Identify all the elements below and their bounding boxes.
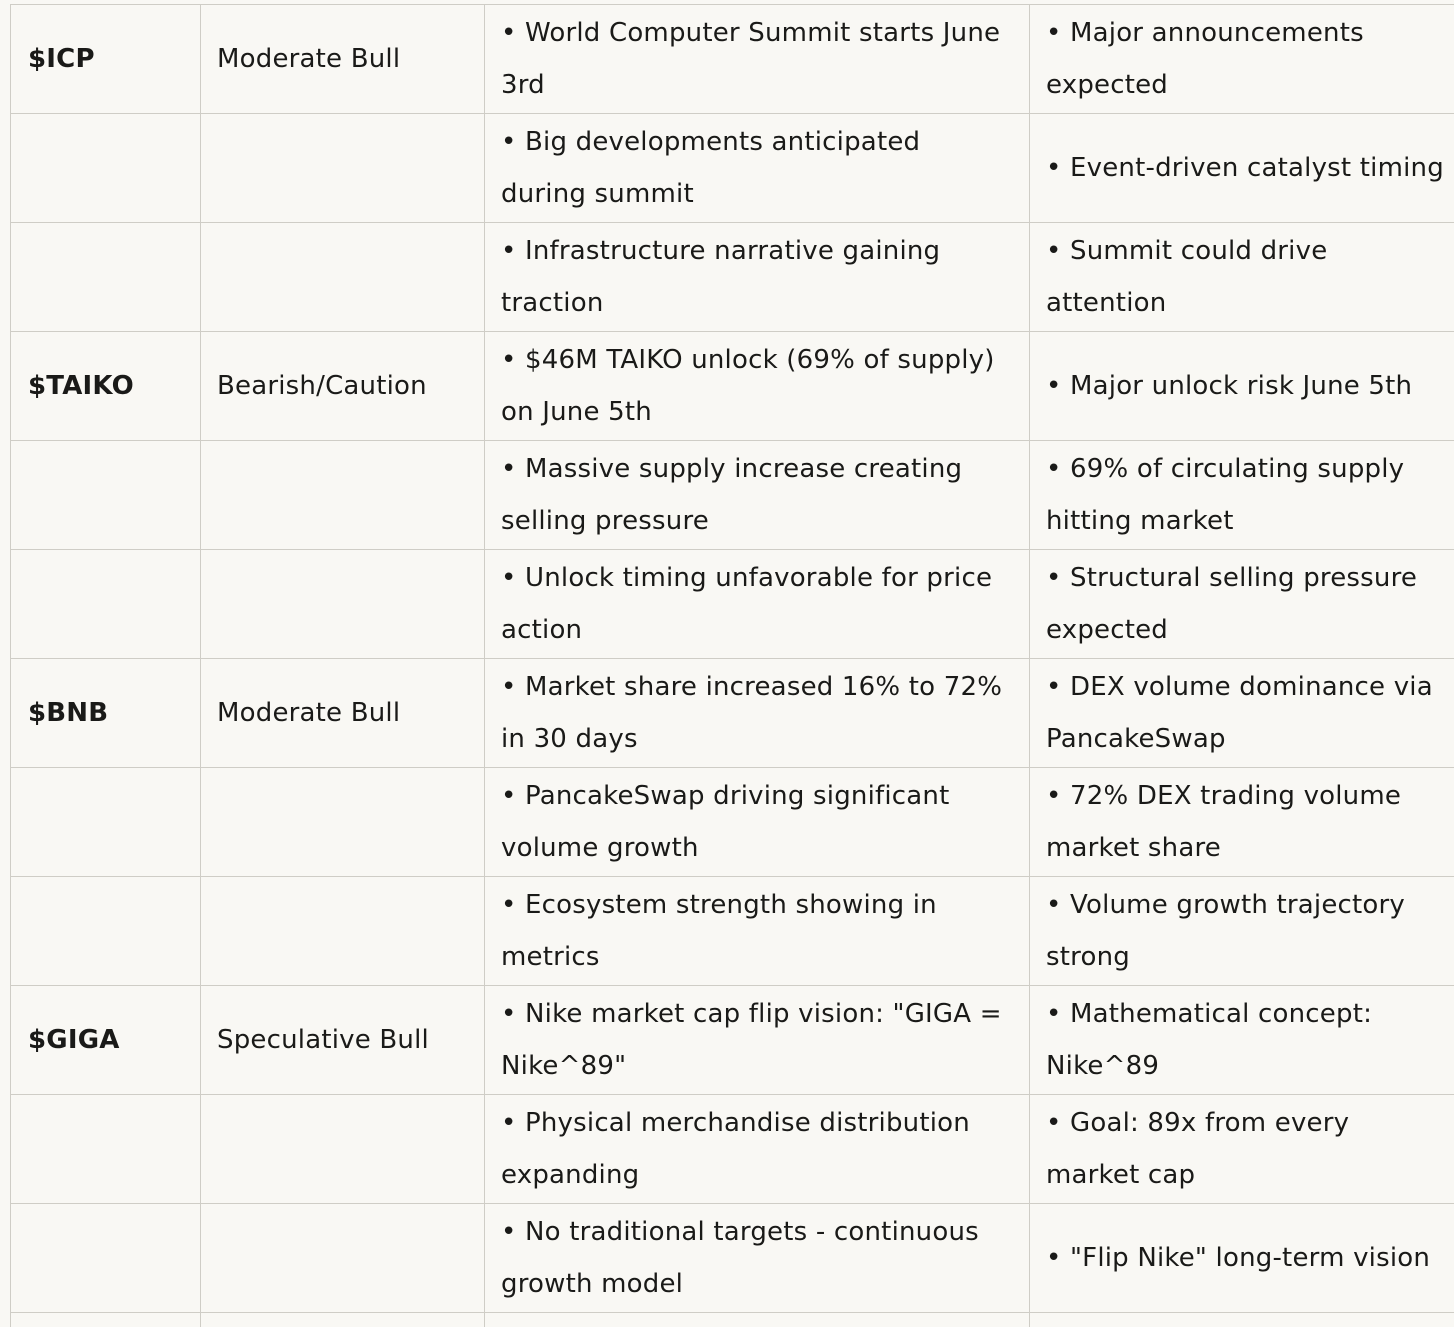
ticker-cell bbox=[11, 441, 201, 550]
note-cell: • 72% DEX trading volume market share bbox=[1030, 768, 1454, 877]
sentiment-cell bbox=[201, 1204, 485, 1313]
note-cell: • Summit could drive attention bbox=[1030, 223, 1454, 332]
ticker-cell bbox=[11, 223, 201, 332]
note-cell: • 69% of circulating supply hitting market bbox=[1030, 441, 1454, 550]
ticker-cell bbox=[11, 1095, 201, 1204]
ticker-cell bbox=[11, 550, 201, 659]
sentiment-cell bbox=[201, 223, 485, 332]
ticker-cell: $ICP bbox=[11, 5, 201, 114]
note-cell: • "Flip Nike" long-term vision bbox=[1030, 1204, 1454, 1313]
ticker-cell: $BNB bbox=[11, 659, 201, 768]
table-row bbox=[11, 550, 1454, 659]
table-row bbox=[11, 5, 1454, 114]
note-cell: • Major announcements expected bbox=[1030, 5, 1454, 114]
note-cell: • Volume growth trajectory strong bbox=[1030, 877, 1454, 986]
sentiment-cell: Moderate Bull bbox=[201, 5, 485, 114]
sentiment-cell bbox=[201, 1095, 485, 1204]
sentiment-cell bbox=[201, 441, 485, 550]
ticker-cell bbox=[11, 1204, 201, 1313]
table-row bbox=[11, 114, 1454, 223]
catalyst-cell: • Nike market cap flip vision: "GIGA = Nike^89" bbox=[485, 986, 1030, 1095]
sentiment-cell: Moderate Bull bbox=[201, 659, 485, 768]
note-cell: • DEX volume dominance via PancakeSwap bbox=[1030, 659, 1454, 768]
catalyst-cell: • Ecosystem strength showing in metrics bbox=[485, 877, 1030, 986]
sentiment-cell: Speculative Bull bbox=[201, 986, 485, 1095]
table-row bbox=[11, 659, 1454, 768]
table-row bbox=[11, 332, 1454, 441]
table-row bbox=[11, 1095, 1454, 1204]
sentiment-cell bbox=[201, 550, 485, 659]
note-cell: • Goal: 89x from every market cap bbox=[1030, 1095, 1454, 1204]
ticker-cell: $GIGA bbox=[11, 986, 201, 1095]
ticker-cell bbox=[11, 768, 201, 877]
catalyst-cell: • PancakeSwap driving significant volume growth bbox=[485, 768, 1030, 877]
ticker-cell: $TAIKO bbox=[11, 332, 201, 441]
catalyst-cell: • $46M TAIKO unlock (69% of supply) on June 5th bbox=[485, 332, 1030, 441]
catalyst-cell: • World Computer Summit starts June 3rd bbox=[485, 5, 1030, 114]
table-row bbox=[11, 768, 1454, 877]
table-row bbox=[11, 223, 1454, 332]
table-row bbox=[11, 1204, 1454, 1313]
catalyst-cell: • Massive supply increase creating selling pressure bbox=[485, 441, 1030, 550]
sentiment-cell bbox=[201, 114, 485, 223]
ticker-cell bbox=[11, 114, 201, 223]
note-cell: • Event-driven catalyst timing bbox=[1030, 114, 1454, 223]
table-row bbox=[11, 986, 1454, 1095]
token-analysis-table-container bbox=[10, 4, 1454, 1327]
catalyst-cell: • Physical merchandise distribution expanding bbox=[485, 1095, 1030, 1204]
sentiment-cell bbox=[201, 768, 485, 877]
sentiment-cell: Bearish/Caution bbox=[201, 332, 485, 441]
catalyst-cell: • Big developments anticipated during summit bbox=[485, 114, 1030, 223]
table-row bbox=[11, 441, 1454, 550]
catalyst-cell: • No traditional targets - continuous growth model bbox=[485, 1204, 1030, 1313]
catalyst-cell: • Infrastructure narrative gaining traction bbox=[485, 223, 1030, 332]
catalyst-cell: • Market share increased 16% to 72% in 30 days bbox=[485, 659, 1030, 768]
catalyst-cell: • Unlock timing unfavorable for price action bbox=[485, 550, 1030, 659]
sentiment-cell bbox=[201, 877, 485, 986]
table-row bbox=[11, 877, 1454, 986]
token-analysis-table bbox=[10, 4, 1454, 1327]
note-cell: • Major unlock risk June 5th bbox=[1030, 332, 1454, 441]
note-cell: • Structural selling pressure expected bbox=[1030, 550, 1454, 659]
ticker-cell bbox=[11, 877, 201, 986]
note-cell: • Mathematical concept: Nike^89 bbox=[1030, 986, 1454, 1095]
